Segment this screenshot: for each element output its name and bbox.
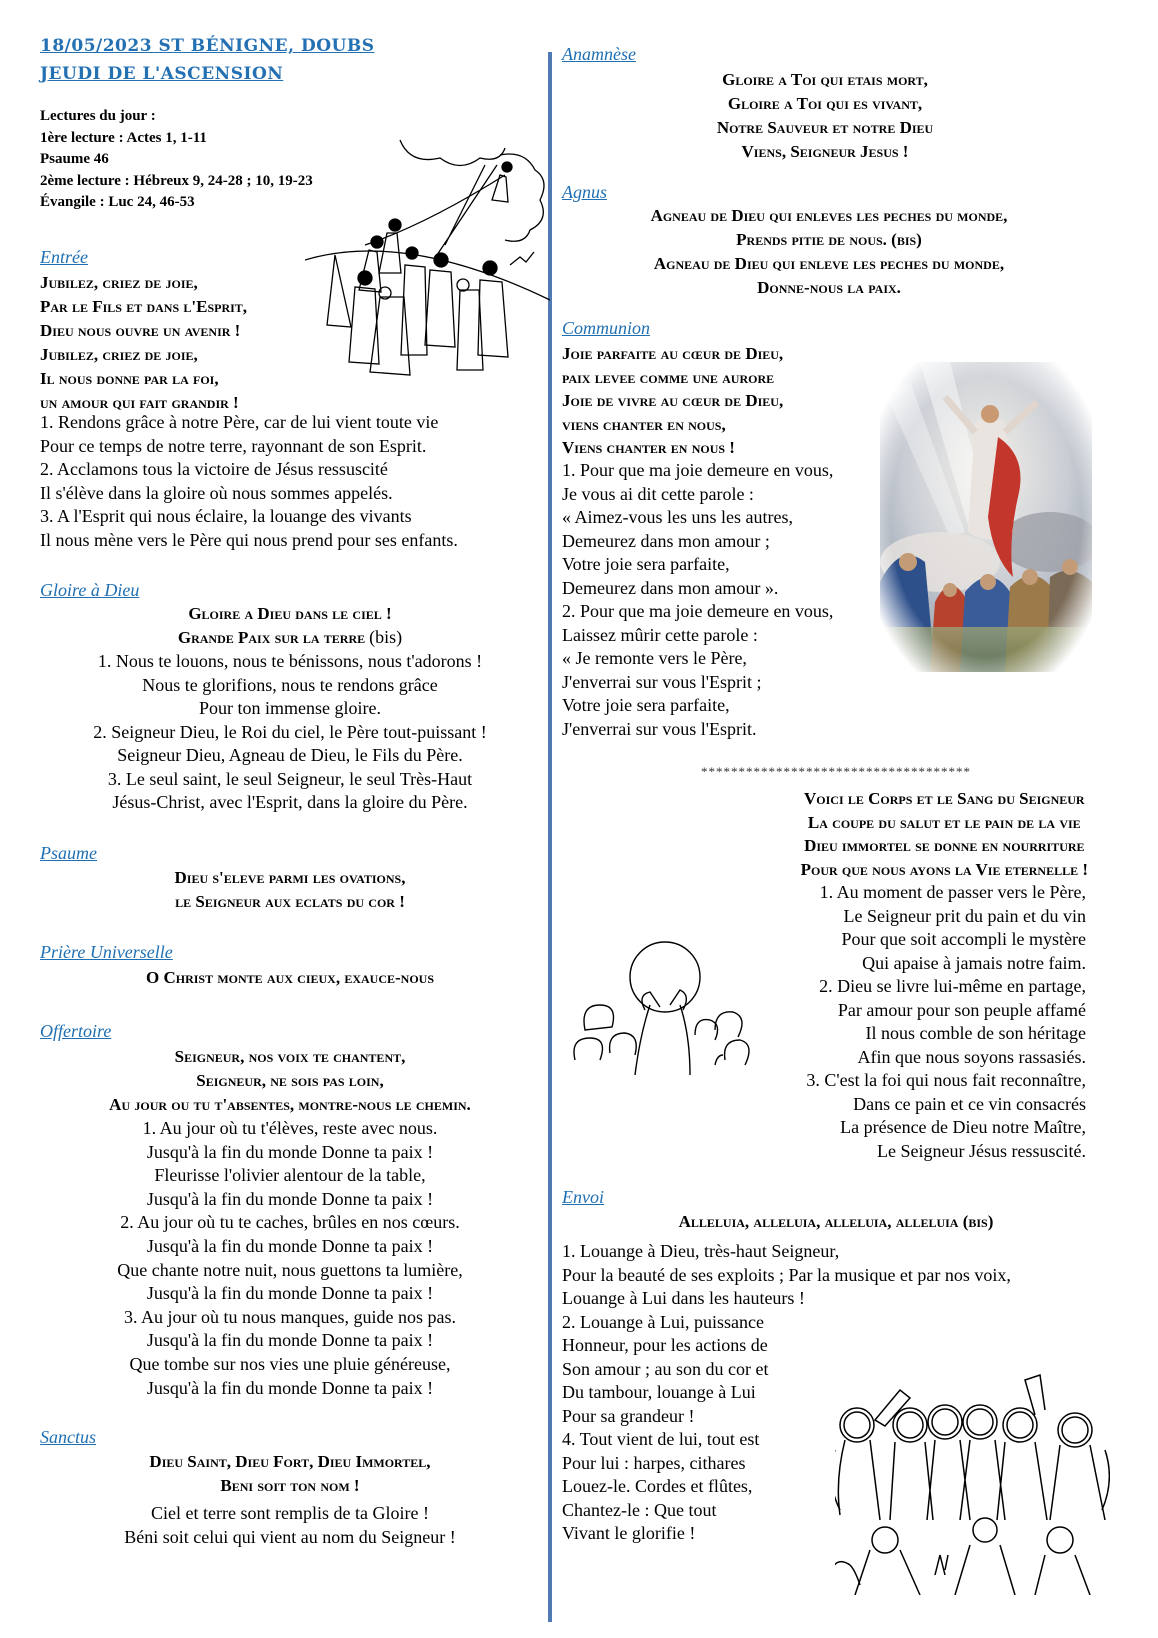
entree-refrain xyxy=(40,271,247,415)
reading-psalm: Psaume 46 xyxy=(40,151,109,167)
communion-refrain xyxy=(562,342,783,460)
readings-label: Lectures du jour : xyxy=(40,108,156,124)
verse-line: J'enverrai sur vous l'Esprit. xyxy=(562,718,757,739)
verse-line: Afin que nous soyons rassasiés. xyxy=(857,1046,1086,1067)
verse-line: Pour sa grandeur ! xyxy=(562,1405,695,1426)
refrain-line: Dieu s'eleve parmi les ovations, xyxy=(174,868,406,887)
refrain-line: Jubilez, criez de joie, xyxy=(40,345,198,364)
refrain-line: un amour qui fait grandir ! xyxy=(40,393,239,412)
verse-line: Dans ce pain et ce vin consacrés xyxy=(853,1093,1086,1114)
verse-line: Demeurez dans mon amour ». xyxy=(562,577,779,598)
verse-line: 2. Seigneur Dieu, le Roi du ciel, le Père tout-puissant ! xyxy=(93,721,487,742)
refrain-line: Seigneur, nos voix te chantent, xyxy=(174,1047,406,1066)
refrain-line: Grande Paix sur la terre xyxy=(177,628,366,647)
page-subtitle: JEUDI DE L'ASCENSION xyxy=(40,64,284,84)
verse-line: 1. Pour que ma joie demeure en vous, xyxy=(562,460,834,480)
anamnese-refrain xyxy=(640,68,1010,164)
refrain-line: paix levee comme une aurore xyxy=(562,367,775,387)
section-heading-offertoire: Offertoire xyxy=(40,1021,112,1041)
gloria-text xyxy=(40,602,540,815)
verse-line: 1. Au jour où tu t'élèves, reste avec nous. xyxy=(142,1118,438,1138)
section-heading-envoi: Envoi xyxy=(562,1187,604,1207)
page-title: 18/05/2023 ST BÉNIGNE, DOUBS xyxy=(40,36,375,56)
refrain-line: Agneau de Dieu qui enleves les peches du monde, xyxy=(650,206,1008,225)
refrain-line: Au jour ou tu t'absentes, montre-nous le chemin. xyxy=(109,1095,471,1114)
verse-line: Pour ton immense gloire. xyxy=(199,698,381,718)
refrain-line: Dieu nous ouvre un avenir ! xyxy=(40,321,241,340)
envoi-refrain xyxy=(562,1210,1110,1234)
verse-line: Fleurisse l'olivier alentour de la table, xyxy=(154,1165,426,1186)
offertoire-text xyxy=(30,1045,550,1400)
verse-line: Pour que soit accompli le mystère xyxy=(841,929,1086,949)
section-heading-communion: Communion xyxy=(562,318,651,338)
refrain-line: Voici le Corps et le Sang du Seigneur xyxy=(804,789,1085,808)
refrain-line: Pour que nous ayons la Vie eternelle ! xyxy=(800,859,1088,879)
verse-line: 3. Le seul saint, le seul Seigneur, le seul Très-Haut xyxy=(107,768,473,789)
verse-line: Jusqu'à la fin du monde Donne ta paix ! xyxy=(146,1330,434,1351)
refrain-line: Prends pitie de nous. (bis) xyxy=(736,230,922,249)
verse-line: Chantez-le : Que tout xyxy=(562,1499,717,1520)
reading-gospel: Évangile : Luc 24, 46-53 xyxy=(40,194,195,210)
section-heading-priere: Prière Universelle xyxy=(40,942,173,962)
priere-refrain xyxy=(40,966,540,990)
verse-line: 2. Acclamons tous la victoire de Jésus ressuscité xyxy=(40,459,388,479)
verse-line: 4. Tout vient de lui, tout est xyxy=(562,1429,760,1449)
angels-trumpets-drawing xyxy=(835,1370,1110,1595)
verse-line: 3. C'est la foi qui nous fait reconnaître, xyxy=(806,1070,1086,1090)
verse-line: 2. Louange à Lui, puissance xyxy=(562,1311,764,1332)
verse-line: Béni soit celui qui vient au nom du Seigneur ! xyxy=(124,1526,456,1547)
verse-line: 1. Rendons grâce à notre Père, car de lui vient toute vie xyxy=(40,412,439,432)
verse-line: Il s'élève dans la gloire où nous sommes appelés. xyxy=(40,482,393,503)
section-heading-anamnese: Anamnèse xyxy=(562,44,636,64)
verse-line: Demeurez dans mon amour ; xyxy=(562,530,770,551)
verse-line: 3. A l'Esprit qui nous éclaire, la louange des vivants xyxy=(40,506,412,526)
refrain-line: Seigneur, ne sois pas loin, xyxy=(196,1071,384,1090)
section-heading-psaume: Psaume xyxy=(40,843,97,863)
refrain-line: Gloire a Toi qui es vivant, xyxy=(727,94,923,113)
communion-verses-2 xyxy=(806,881,1086,1163)
refrain-line: Joie de vivre au cœur de Dieu, xyxy=(562,391,784,410)
verse-line: Nous te glorifions, nous te rendons grâce xyxy=(142,674,438,695)
refrain-line: Joie parfaite au cœur de Dieu, xyxy=(562,344,784,363)
agnus-refrain xyxy=(556,204,1102,300)
verse-line: « Je remonte vers le Père, xyxy=(562,648,747,668)
refrain-line: Dieu Saint, Dieu Fort, Dieu Immortel, xyxy=(149,1452,431,1471)
section-heading-entree: Entrée xyxy=(40,247,88,267)
verse-line: 1. Au moment de passer vers le Père, xyxy=(819,882,1086,902)
section-heading-agnus: Agnus xyxy=(562,182,607,202)
verse-line: Son amour ; au son du cor et xyxy=(562,1358,769,1379)
verse-line: Jusqu'à la fin du monde Donne ta paix ! xyxy=(146,1235,434,1256)
refrain-line: Il nous donne par la foi, xyxy=(40,369,219,388)
separator-stars: ************************************ xyxy=(701,764,971,779)
verse-line: Laissez mûrir cette parole : xyxy=(562,624,758,645)
reading-first: 1ère lecture : Actes 1, 1-11 xyxy=(40,129,207,146)
verse-line: Du tambour, louange à Lui xyxy=(562,1382,756,1402)
verse-line: Jésus-Christ, avec l'Esprit, dans la gloire du Père. xyxy=(112,792,468,812)
communion-refrain-2 xyxy=(801,787,1088,881)
ascension-painting xyxy=(880,362,1092,672)
verse-line: Votre joie sera parfaite, xyxy=(562,554,730,574)
verse-line: Le Seigneur Jésus ressuscité. xyxy=(877,1140,1086,1161)
verse-line: Seigneur Dieu, Agneau de Dieu, le Fils du Père. xyxy=(117,745,463,765)
verse-line: « Aimez-vous les uns les autres, xyxy=(562,507,793,527)
verse-line: Que tombe sur nos vies une pluie généreuse, xyxy=(129,1353,451,1374)
refrain-line: Viens chanter en nous ! xyxy=(562,438,735,457)
verse-line: Il nous mène vers le Père qui nous prend pour ses enfants. xyxy=(40,529,458,550)
refrain-line: le Seigneur aux eclats du cor ! xyxy=(175,892,405,911)
verse-line: Que chante notre nuit, nous guettons ta lumière, xyxy=(117,1259,463,1280)
verse-line: 1. Louange à Dieu, très-haut Seigneur, xyxy=(562,1241,840,1261)
ascension-drawing xyxy=(305,135,550,380)
verse-line: 1. Nous te louons, nous te bénissons, nous t'adorons ! xyxy=(97,651,483,671)
verse-line: La présence de Dieu notre Maître, xyxy=(840,1117,1086,1137)
refrain-line: Viens, Seigneur Jesus ! xyxy=(741,142,909,161)
refrain-line: Dieu immortel se donne en nourriture xyxy=(804,836,1085,855)
communion-verses xyxy=(562,459,833,741)
refrain-line: Agneau de Dieu qui enleve les peches du monde, xyxy=(653,254,1005,273)
verse-line: 2. Pour que ma joie demeure en vous, xyxy=(562,601,834,621)
refrain-line: La coupe du salut et le pain de la vie xyxy=(807,812,1081,832)
section-heading-gloria: Gloire à Dieu xyxy=(40,580,140,600)
entree-verses xyxy=(40,411,458,552)
verse-line: Je vous ai dit cette parole : xyxy=(562,483,754,504)
section-heading-sanctus: Sanctus xyxy=(40,1427,96,1447)
verse-line: 2. Dieu se livre lui-même en partage, xyxy=(819,976,1086,996)
verse-line: Ciel et terre sont remplis de ta Gloire ! xyxy=(151,1503,429,1523)
sanctus-text xyxy=(40,1450,540,1549)
verse-line: Jusqu'à la fin du monde Donne ta paix ! xyxy=(146,1141,434,1162)
psaume-refrain xyxy=(40,866,540,914)
refrain-line: Gloire a Dieu dans le ciel ! xyxy=(188,604,392,623)
refrain-line: O Christ monte aux cieux, exauce-nous xyxy=(145,968,435,987)
verse-line: Jusqu'à la fin du monde Donne ta paix ! xyxy=(146,1283,434,1304)
verse-line: Le Seigneur prit du pain et du vin xyxy=(843,905,1086,926)
verse-line: Honneur, pour les actions de xyxy=(562,1335,768,1355)
verse-line: 3. Au jour où tu nous manques, guide nos pas. xyxy=(124,1306,456,1327)
verse-line: Vivant le glorifie ! xyxy=(562,1523,696,1543)
host-elevation-drawing xyxy=(565,935,755,1075)
refrain-line: Gloire a Toi qui etais mort, xyxy=(722,70,928,89)
refrain-line: Notre Sauveur et notre Dieu xyxy=(716,118,934,137)
verse-line: Jusqu'à la fin du monde Donne ta paix ! xyxy=(146,1377,434,1398)
verse-line: Jusqu'à la fin du monde Donne ta paix ! xyxy=(146,1188,434,1209)
verse-line: Pour ce temps de notre terre, rayonnant de son Esprit. xyxy=(40,435,427,456)
refrain-line: Beni soit ton nom ! xyxy=(220,1476,360,1495)
verse-line: 2. Au jour où tu te caches, brûles en nos cœurs. xyxy=(120,1212,460,1233)
verse-line: Qui apaise à jamais notre faim. xyxy=(862,952,1086,973)
readings-list xyxy=(40,106,313,214)
reading-second: 2ème lecture : Hébreux 9, 24-28 ; 10, 19-23 xyxy=(40,172,313,189)
verse-line: Par amour pour son peuple affamé xyxy=(837,999,1086,1020)
verse-line: Votre joie sera parfaite, xyxy=(562,695,730,715)
refrain-line: Par le Fils et dans l'Esprit, xyxy=(40,297,248,316)
verse-line: Louange à Lui dans les hauteurs ! xyxy=(562,1288,805,1308)
verse-line: Pour lui : harpes, cithares xyxy=(562,1452,746,1473)
refrain-line: Alleluia, alleluia, alleluia, alleluia (bis) xyxy=(678,1212,994,1231)
bis-marker: (bis) xyxy=(369,627,403,647)
refrain-line: Jubilez, criez de joie, xyxy=(40,273,198,292)
verse-line: Pour la beauté de ses exploits ; Par la musique et par nos voix, xyxy=(562,1264,1011,1285)
verse-line: Louez-le. Cordes et flûtes, xyxy=(562,1476,753,1496)
verse-line: J'enverrai sur vous l'Esprit ; xyxy=(562,671,762,692)
refrain-line: Donne-nous la paix. xyxy=(757,278,901,297)
verse-line: Il nous comble de son héritage xyxy=(865,1023,1086,1043)
refrain-line: viens chanter en nous, xyxy=(562,414,726,434)
